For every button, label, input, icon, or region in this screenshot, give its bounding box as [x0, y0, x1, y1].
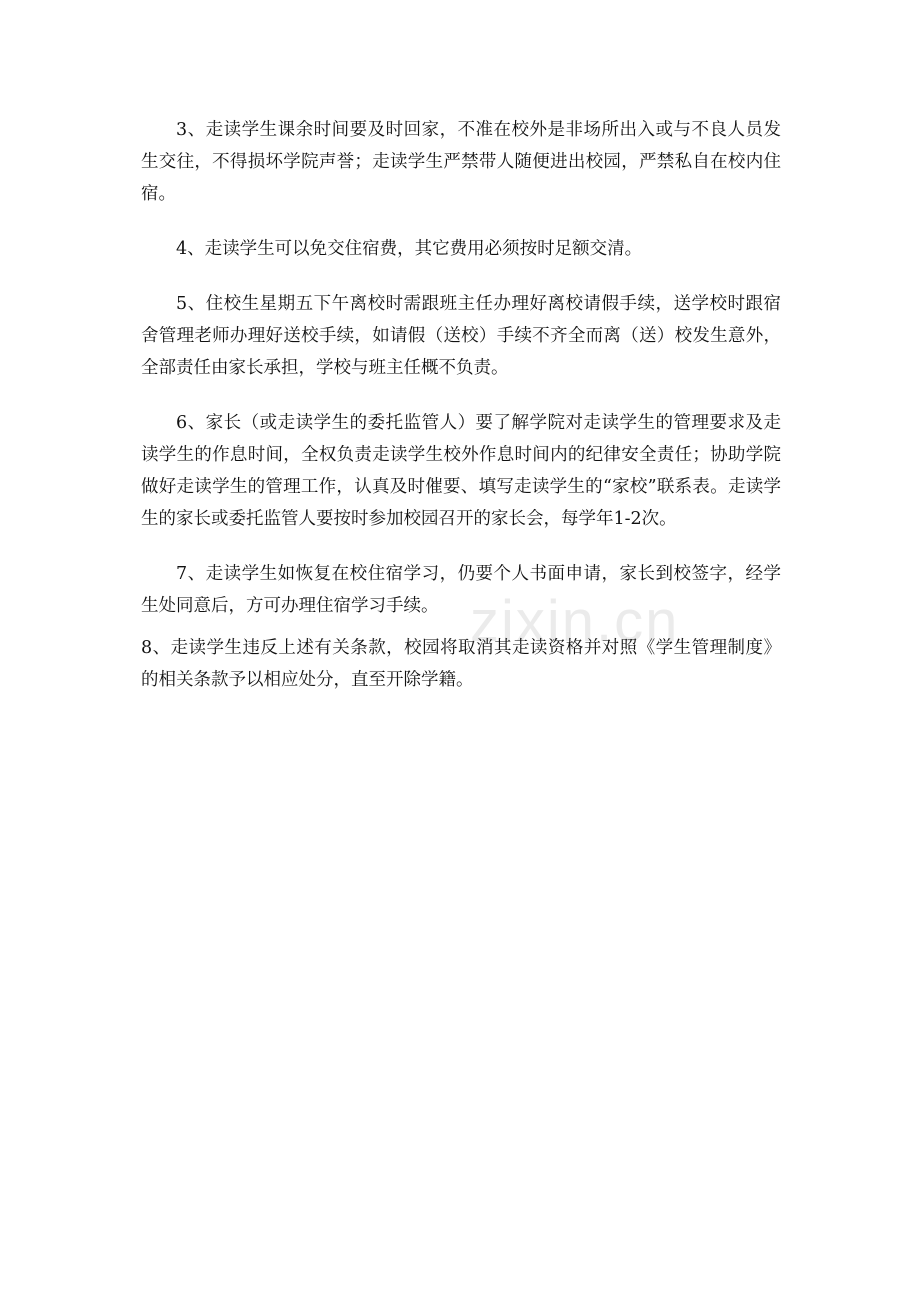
paragraph-5: 5、住校生星期五下午离校时需跟班主任办理好离校请假手续，送学校时跟宿舍管理老师办理好送校手续，如请假（送校）手续不齐全而离（送）校发生意外，全部责任由家长承担，学校与班主任概不负责。: [141, 294, 781, 378]
paragraph-3: 3、走读学生课余时间要及时回家，不准在校外是非场所出入或与不良人员发生交往，不得损坏学院声誉；走读学生严禁带人随便进出校园，严禁私自在校内住宿。: [141, 120, 781, 204]
paragraph-4: 4、走读学生可以免交住宿费，其它费用必须按时足额交清。: [176, 239, 643, 259]
document-body: [141, 114, 781, 696]
paragraph-8: 8、走读学生违反上述有关条款，校园将取消其走读资格并对照《学生管理制度》的相关条款予以相应处分，直至开除学籍。: [141, 638, 781, 690]
paragraph-6: 6、家长（或走读学生的委托监管人）要了解学院对走读学生的管理要求及走读学生的作息时间，全权负责走读学生校外作息时间内的纪律安全责任；协助学院做好走读学生的管理工作，认真及时催要、填写走读学生的“家校”联系表。走读学生的家长或委托监管人要按时参加校园召开的家长会，每学年1-2次。: [141, 413, 781, 529]
watermark: zixin.cn: [470, 589, 680, 654]
paragraph-7: 7、走读学生如恢复在校住宿学习，仍要个人书面申请，家长到校签字，经学生处同意后，方可办理住宿学习手续。: [141, 564, 781, 616]
